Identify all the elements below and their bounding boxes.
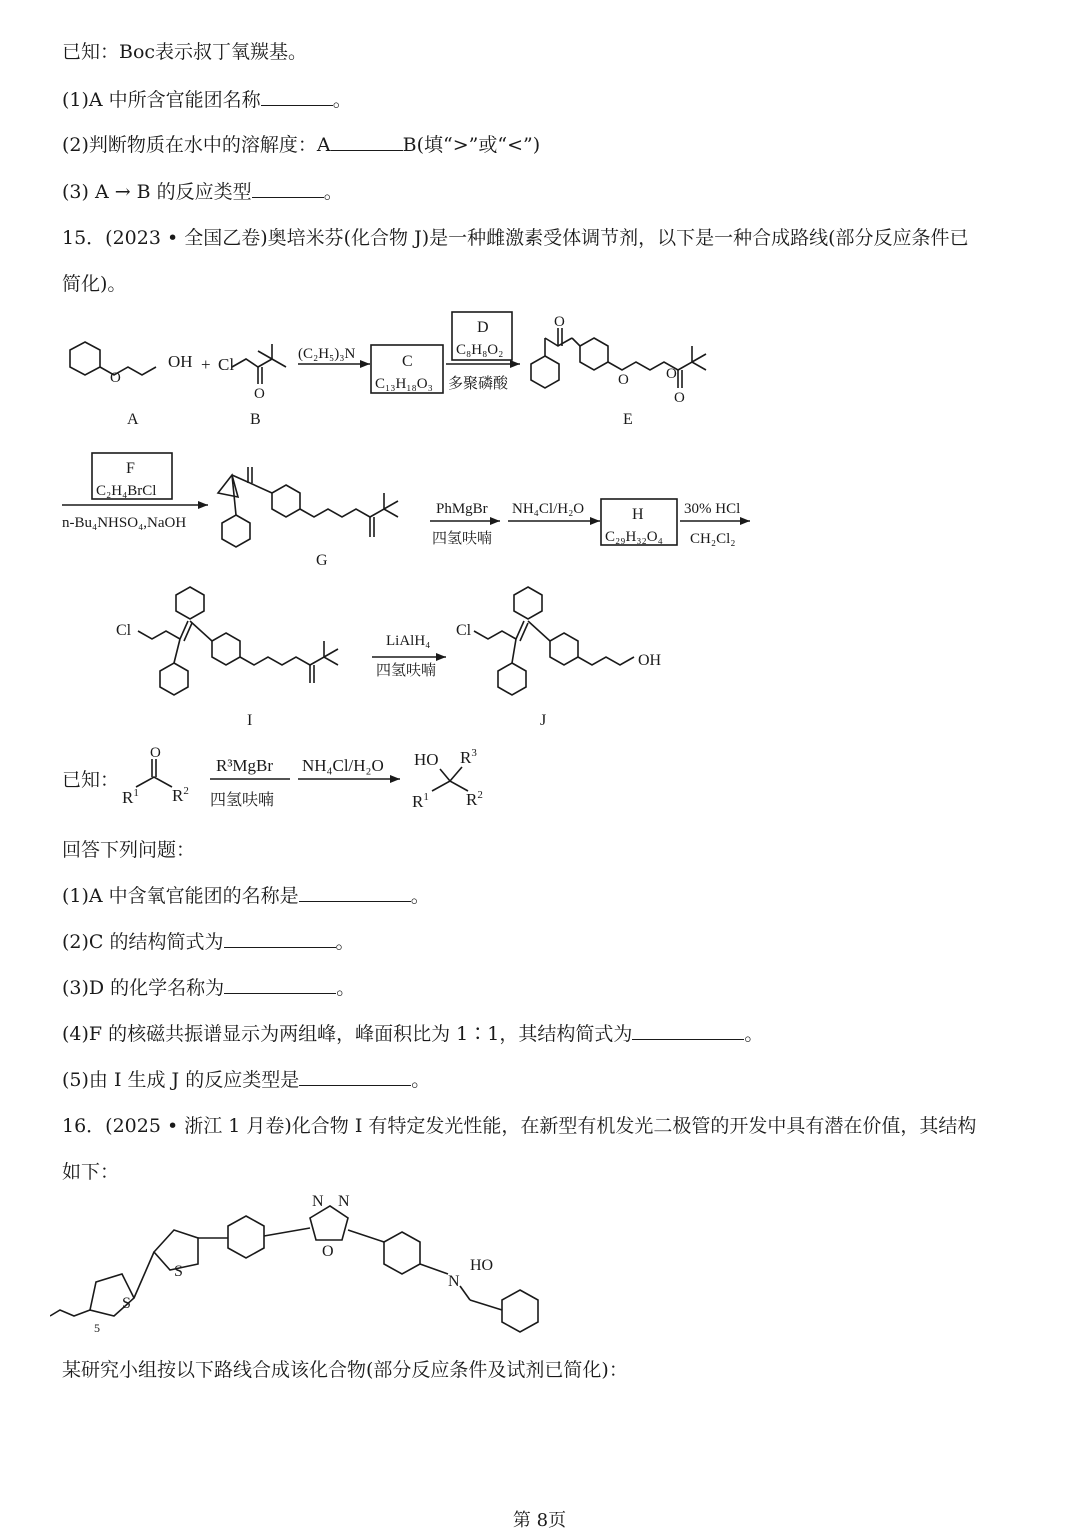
oxadiazole-o: O <box>322 1243 334 1260</box>
answer-intro: 回答下列问题： <box>62 839 196 861</box>
known-boc: 已知：Boc表示叔丁氧羰基。 <box>62 41 308 63</box>
e-carbonyl-oxygen: O <box>674 390 685 406</box>
thf-solvent: 四氢呋喃 <box>432 529 493 547</box>
question-1-prev <box>62 88 352 112</box>
e-ester-oxygen: O <box>666 366 677 382</box>
label-a: A <box>127 411 139 428</box>
quench-reagent-2: NH₄Cl/H₂O <box>302 756 384 775</box>
r1-product-label: $R^1$ <box>412 791 429 811</box>
problem-15-line2: 简化)。 <box>62 273 127 295</box>
r2-product-label: $R^2$ <box>466 789 483 809</box>
f-conditions: n-Bu₄NHSO₄,NaOH <box>62 515 187 531</box>
ether-oxygen: O <box>110 370 121 386</box>
pentyl-subscript: 5 <box>94 1321 100 1335</box>
period: 。 <box>744 1023 764 1045</box>
f-label: F <box>126 460 135 477</box>
problem-15-line1: 15．(2023 • 全国乙卷)奥培米芬(化合物 J)是一种雌激素受体调节剂，以下是一种合成路线(部分反应条件已 <box>62 227 969 249</box>
h-formula: C₂₉H₃₂O₄ <box>605 529 663 545</box>
r3-label: $R^3$ <box>460 747 477 767</box>
j-cl-label: Cl <box>456 622 472 639</box>
cl-label: Cl <box>218 355 235 374</box>
imine-n: N <box>448 1273 460 1290</box>
answer-blank[interactable] <box>224 977 336 994</box>
question-2 <box>62 930 355 954</box>
r1-label: $R^1$ <box>122 787 139 807</box>
plus-sign: + <box>201 355 211 374</box>
question-4-text: (4)F 的核磁共振谱显示为两组峰，峰面积比为 1∶1，其结构简式为 <box>62 1023 633 1045</box>
thf-solvent-3: 四氢呋喃 <box>210 790 275 809</box>
ketone-oxygen: O <box>150 745 161 761</box>
e-ketone-oxygen: O <box>554 314 565 330</box>
question-2-prev-tail: B(填“>”或“<”) <box>402 134 541 156</box>
answer-blank[interactable] <box>299 885 411 902</box>
label-i: I <box>247 712 253 729</box>
c-label: C <box>402 353 413 370</box>
hcl-reagent: 30% HCl <box>684 501 741 517</box>
oxadiazole-n1: N <box>312 1193 324 1210</box>
e-ether-oxygen: O <box>618 372 629 388</box>
label-g: G <box>316 552 328 569</box>
answer-blank[interactable] <box>252 181 324 198</box>
question-3-prev-text: (3) A → B 的反应类型 <box>62 181 252 203</box>
d-label: D <box>477 319 489 336</box>
phenol-ho: HO <box>470 1257 494 1274</box>
acid-reagent: 多聚磷酸 <box>448 374 509 392</box>
question-3 <box>62 976 355 1000</box>
base-reagent: (C₂H₅)₃N <box>298 346 356 362</box>
problem-16-line3: 某研究小组按以下路线合成该化合物(部分反应条件及试剂已简化)： <box>62 1359 628 1381</box>
label-j: J <box>540 712 547 729</box>
d-formula: C₈H₈O₂ <box>456 342 504 358</box>
answer-blank[interactable] <box>632 1023 744 1040</box>
thiophene-s1: S <box>174 1263 183 1280</box>
question-1-prev-text: (1)A 中所含官能团名称 <box>62 89 261 111</box>
period: 。 <box>332 89 352 111</box>
page-number: 第 8页 <box>512 1510 567 1531</box>
problem-16-line1: 16．(2025 • 浙江 1 月卷)化合物 I 有特定发光性能，在新型有机发光二极管的开发中具有潜在价值，其结构 <box>62 1115 977 1137</box>
known-reaction-label: 已知： <box>62 769 120 791</box>
question-1 <box>62 884 430 908</box>
label-e: E <box>623 411 633 428</box>
quench-reagent: NH₄Cl/H₂O <box>512 501 585 517</box>
compound-i-structure <box>50 1190 570 1350</box>
question-4 <box>62 1022 763 1046</box>
scheme-row-3 <box>0 575 1079 735</box>
c-formula: C₁₃H₁₈O₃ <box>375 376 433 392</box>
r2-label: $R^2$ <box>172 785 189 805</box>
answer-blank[interactable] <box>299 1069 411 1086</box>
period: 。 <box>336 977 356 999</box>
lialh4-reagent: LiAlH₄ <box>386 633 431 649</box>
j-oh-label: OH <box>638 652 662 669</box>
period: 。 <box>411 1069 431 1091</box>
grignard-r3-reagent: R³MgBr <box>216 756 274 775</box>
label-b: B <box>250 411 261 428</box>
question-3-text: (3)D 的化学名称为 <box>62 977 225 999</box>
answer-blank[interactable] <box>261 89 333 106</box>
dcm-solvent: CH₂Cl₂ <box>690 531 736 547</box>
answer-blank[interactable] <box>224 931 336 948</box>
question-5 <box>62 1068 430 1092</box>
thf-solvent-2: 四氢呋喃 <box>376 661 437 679</box>
period: 。 <box>335 931 355 953</box>
f-formula: C₂H₄BrCl <box>96 483 157 499</box>
i-cl-label: Cl <box>116 622 132 639</box>
question-3-prev <box>62 180 343 204</box>
h-label: H <box>632 506 644 523</box>
known-reaction <box>110 745 510 815</box>
oxadiazole-n2: N <box>338 1193 350 1210</box>
question-2-prev <box>62 133 540 157</box>
period: 。 <box>323 181 343 203</box>
question-2-text: (2)C 的结构简式为 <box>62 931 224 953</box>
grignard-reagent: PhMgBr <box>436 501 488 517</box>
period: 。 <box>410 885 430 907</box>
thiophene-s2: S <box>122 1295 131 1312</box>
scheme-row-1 <box>0 300 1079 440</box>
ho-label: HO <box>414 750 439 769</box>
problem-16-line2: 如下： <box>62 1161 120 1183</box>
question-5-text: (5)由 I 生成 J 的反应类型是 <box>62 1069 300 1091</box>
question-2-prev-text: (2)判断物质在水中的溶解度：A <box>62 134 331 156</box>
answer-blank[interactable] <box>331 134 403 151</box>
question-1-text: (1)A 中含氧官能团的名称是 <box>62 885 299 907</box>
oh-label: OH <box>168 352 193 371</box>
carbonyl-oxygen: O <box>254 386 265 402</box>
scheme-row-2 <box>0 445 1079 575</box>
